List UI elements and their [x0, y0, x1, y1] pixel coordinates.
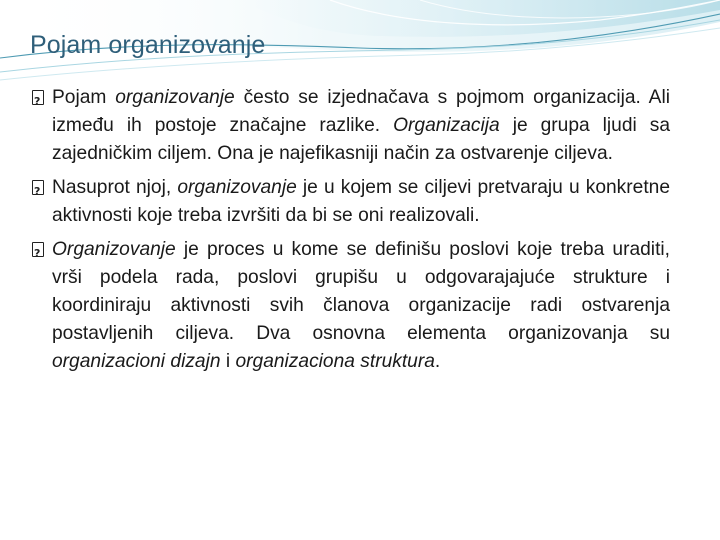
body-text: je proces u kome se definišu poslovi koje treba uraditi, vrši podela rada, poslovi grupišu u odgovarajajuće strukture i koordiniraju aktivnosti svih članova organizacije radi ostvarenja postavljenih ciljeva. Dva osnovna elementa organizovanja su: [52, 239, 670, 344]
emphasis-text: Organizovanje: [52, 239, 176, 260]
emphasis-text: Organizacija: [393, 115, 500, 136]
bullet-paragraph: [32, 236, 670, 376]
bullet-paragraph: [32, 174, 670, 230]
slide-body: [32, 84, 670, 382]
body-text: i: [220, 351, 236, 372]
body-text: je u kojem se ciljevi pretvaraju u konkretne aktivnosti koje treba izvršiti da bi se oni realizovali.: [52, 177, 671, 226]
bullet-paragraph: [32, 84, 670, 168]
slide-title: Pojam organizovanje: [30, 31, 266, 59]
body-text: Pojam: [52, 87, 116, 108]
body-text: Nasuprot njoj,: [52, 177, 178, 198]
missing-glyph-box-icon: [32, 174, 52, 202]
missing-glyph-box-icon: [32, 236, 52, 264]
emphasis-text: organizaciona struktura: [235, 351, 435, 372]
emphasis-text: organizacioni dizajn: [52, 351, 221, 372]
body-text: često se izjednačava s pojmom organizacija. Ali između ih postoje značajne razlike.: [52, 87, 670, 136]
emphasis-text: organizovanje: [177, 177, 297, 198]
emphasis-text: organizovanje: [115, 87, 235, 108]
missing-glyph-box-icon: [32, 84, 52, 112]
body-text: .: [434, 351, 441, 372]
body-text: je grupa ljudi sa zajedničkim ciljem. Ona je najefikasniji način za ostvarenje ciljeva.: [52, 115, 670, 164]
